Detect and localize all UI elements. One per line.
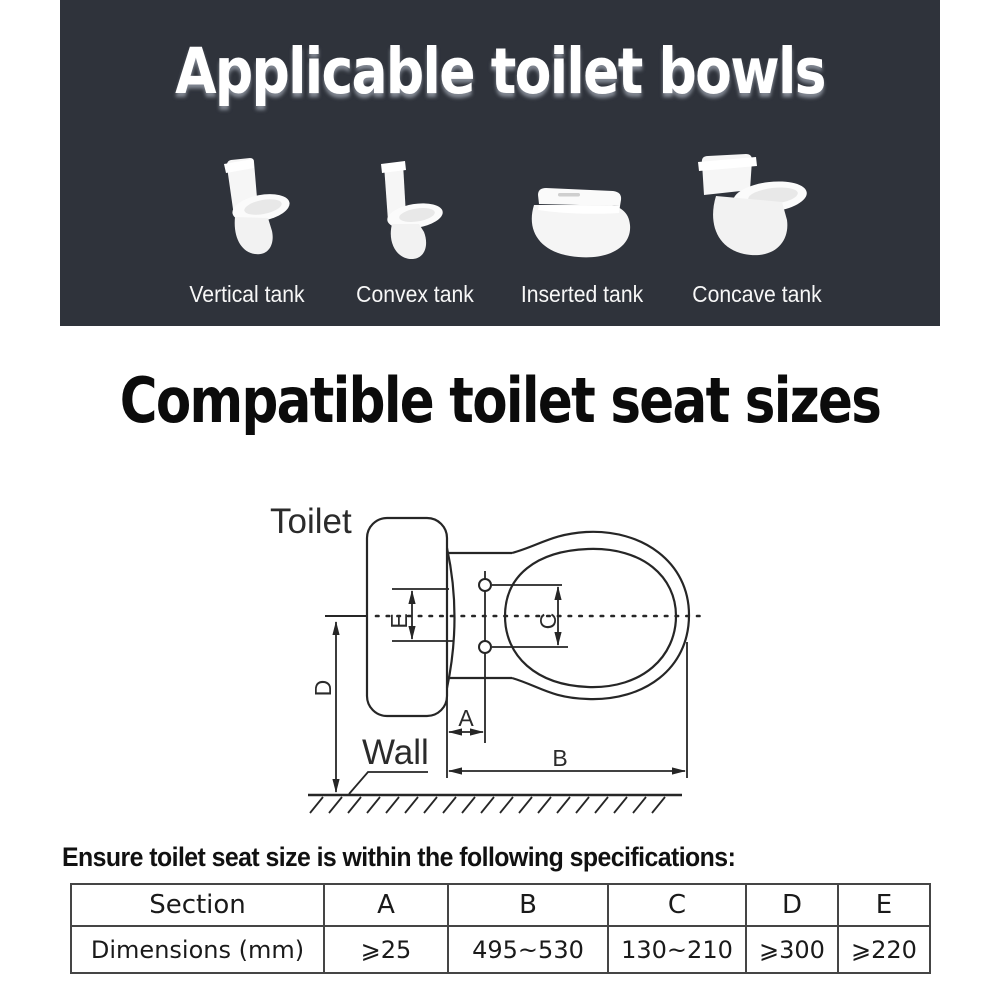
compatible-sizes-title: Compatible toilet seat sizes <box>119 364 881 437</box>
diagram-toilet-label: Toilet <box>270 502 352 541</box>
header-section: Section <box>71 884 324 926</box>
dim-b-label: B <box>552 745 568 771</box>
toilet-convex-tank-icon <box>358 158 448 265</box>
header-a: A <box>324 884 448 926</box>
cell-dim-c: 130~210 <box>608 926 746 973</box>
cell-dim-b: 495~530 <box>448 926 608 973</box>
header-c: C <box>608 884 746 926</box>
toilet-seat-dimension-diagram <box>250 480 730 830</box>
wall-leader-line <box>349 772 428 794</box>
spec-intro-text: Ensure toilet seat size is within the following specifications: <box>62 842 736 872</box>
toilet-label-convex: Convex tank <box>356 281 474 307</box>
cell-dim-a: ⩾25 <box>324 926 448 973</box>
header-e: E <box>838 884 930 926</box>
dimension-spec-table <box>70 883 931 974</box>
toilet-vertical-tank-icon <box>205 155 295 262</box>
header-d: D <box>746 884 838 926</box>
cell-dim-e: ⩾220 <box>838 926 930 973</box>
applicable-toilets-banner <box>60 0 940 326</box>
mounting-hole-bottom <box>479 641 491 653</box>
toilet-label-concave: Concave tank <box>692 281 822 307</box>
toilet-label-inserted: Inserted tank <box>520 281 644 307</box>
seat-inner-ring <box>505 549 676 687</box>
table-header-row <box>71 884 930 926</box>
toilet-concave-tank-icon <box>688 150 818 263</box>
toilet-label-vertical: Vertical tank <box>189 281 305 307</box>
ground-hatching <box>310 797 665 813</box>
mounting-hole-top <box>479 579 491 591</box>
toilet-inserted-tank-icon <box>518 183 648 263</box>
dim-c-label: C <box>535 612 561 630</box>
table-data-row <box>71 926 930 973</box>
tank-front-curve <box>447 548 455 688</box>
banner-title: Applicable toilet bowls <box>175 35 825 108</box>
header-b: B <box>448 884 608 926</box>
diagram-wall-label: Wall <box>362 733 429 772</box>
dim-d-label: D <box>310 679 336 697</box>
cell-dim-d: ⩾300 <box>746 926 838 973</box>
dim-e-label: E <box>386 613 412 629</box>
dim-a-label: A <box>458 705 474 731</box>
cell-dimensions-label: Dimensions (mm) <box>71 926 324 973</box>
